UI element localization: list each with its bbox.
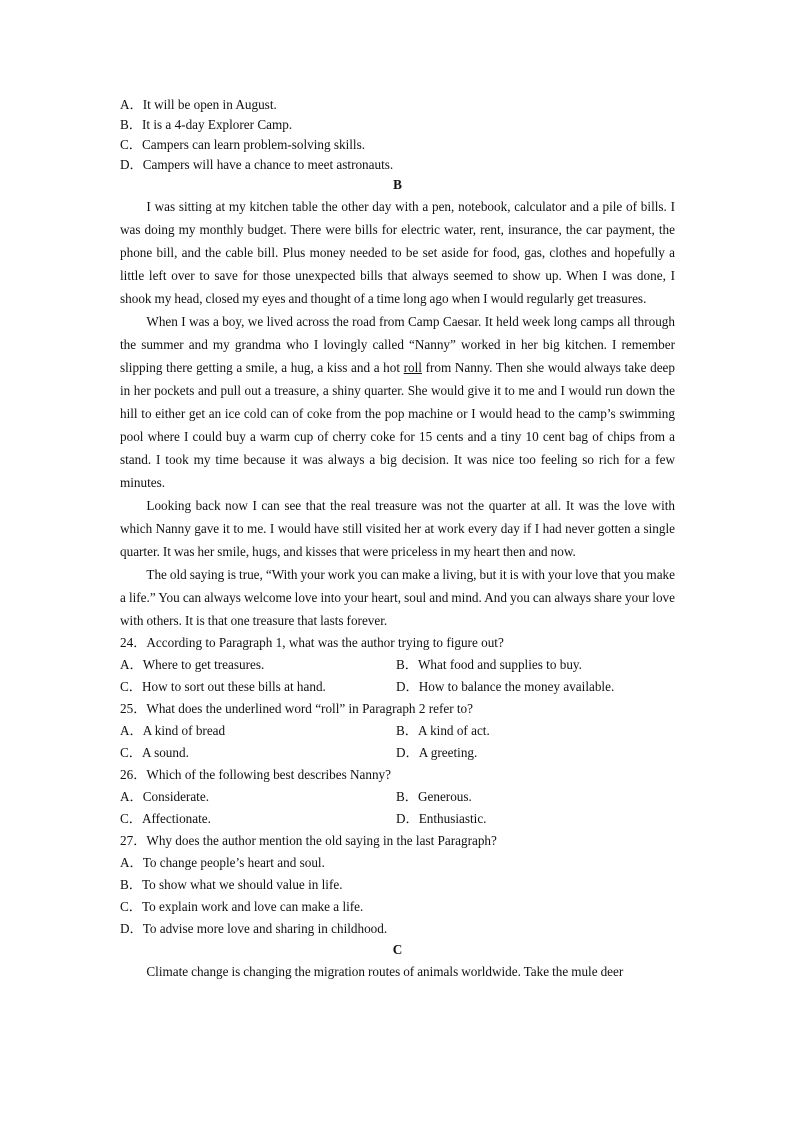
question-25 bbox=[120, 698, 675, 764]
option-b: B．It is a 4-day Explorer Camp. bbox=[120, 117, 293, 132]
section-b-heading: B bbox=[393, 177, 402, 192]
exam-page bbox=[120, 95, 675, 983]
passage-b bbox=[120, 195, 675, 632]
option-b: B．To show what we should value in life. bbox=[120, 877, 343, 892]
option-b: B．Generous. bbox=[396, 789, 472, 804]
option-c: C．Campers can learn problem-solving skills. bbox=[120, 137, 366, 152]
option-b: B．What food and supplies to buy. bbox=[396, 657, 582, 672]
option-row bbox=[120, 720, 675, 742]
section-c-heading: C bbox=[392, 942, 403, 957]
option-a: A．It will be open in August. bbox=[120, 97, 277, 112]
option-a: A．To change people’s heart and soul. bbox=[120, 855, 325, 870]
question-26 bbox=[120, 764, 675, 830]
option-row bbox=[120, 742, 675, 764]
option-a: A．A kind of bread bbox=[120, 723, 226, 738]
option-a: A．Where to get treasures. bbox=[120, 657, 265, 672]
underlined-word-roll: roll bbox=[403, 360, 422, 375]
option-b: B．A kind of act. bbox=[396, 723, 490, 738]
option-a: A．Considerate. bbox=[120, 789, 209, 804]
paragraph-2-text-after: from Nanny. Then she would always take deep in her pockets and pull out a treasure, a shiny quarter. She would give it to me and I would run down the hill to either get an ice cold can of coke from the pop machine or I would head to the camp’s swimming pool where I could buy a warm cup of cherry coke for 15 cents and a tiny 10 cent bag of chips from a stand. I took my time because it was always a big decision. It was nice too feeling so rich for a few minutes. bbox=[120, 360, 676, 490]
option-row bbox=[120, 654, 675, 676]
option-d: D．A greeting. bbox=[396, 745, 478, 760]
passage-b-paragraph-3: Looking back now I can see that the real treasure was not the quarter at all. It was the love with which Nanny gave it to me. I would have still visited her at work every day if I had never gotten a single quarter. It was her smile, hugs, and kisses that were priceless in my heart then and now. bbox=[120, 498, 675, 559]
option-d: D．To advise more love and sharing in childhood. bbox=[120, 921, 388, 936]
question-stem: 24．According to Paragraph 1, what was the author trying to figure out? bbox=[120, 635, 504, 650]
option-d: D．Campers will have a chance to meet astronauts. bbox=[120, 157, 394, 172]
question-stem: 26．Which of the following best describes Nanny? bbox=[120, 767, 392, 782]
passage-b-paragraph-1: I was sitting at my kitchen table the other day with a pen, notebook, calculator and a pile of bills. I was doing my monthly budget. There were bills for electric water, rent, insurance, the car payment, the phone bill, and the cable bill. Plus money needed to be set aside for food, gas, clothes and hopefully a little left over to save for those unexpected bills that always seemed to show up. When I was done, I shook my head, closed my eyes and thought of a time long ago when I would regularly get treasures. bbox=[120, 199, 675, 306]
passage-b-paragraph-2 bbox=[120, 310, 675, 494]
option-c: C．Affectionate. bbox=[120, 811, 211, 826]
paragraph-2-text-before: When I was a boy, we lived across the road from Camp Caesar. It held week long camps all through the summer and my grandma who I lovingly called “Nanny” worked in her big kitchen. I remember slipping there getting a smile, a hug, a kiss and a hot bbox=[120, 314, 675, 375]
passage-c-paragraph-1: Climate change is changing the migration routes of animals worldwide. Take the mule deer bbox=[146, 964, 624, 979]
option-row bbox=[120, 808, 675, 830]
option-c: C．A sound. bbox=[120, 745, 189, 760]
option-d: D．Enthusiastic. bbox=[396, 811, 487, 826]
passage-b-paragraph-4: The old saying is true, “With your work you can make a living, but it is with your love that you make a life.” You can always welcome love into your heart, soul and mind. And you can always share your love with others. It is that one treasure that lasts forever. bbox=[120, 567, 675, 628]
option-c: C．To explain work and love can make a life. bbox=[120, 899, 364, 914]
previous-question-options bbox=[120, 95, 675, 175]
option-row bbox=[120, 786, 675, 808]
option-row bbox=[120, 676, 675, 698]
question-24 bbox=[120, 632, 675, 698]
option-c: C．How to sort out these bills at hand. bbox=[120, 679, 326, 694]
option-d: D．How to balance the money available. bbox=[396, 679, 615, 694]
question-stem: 27．Why does the author mention the old saying in the last Paragraph? bbox=[120, 833, 497, 848]
question-stem: 25．What does the underlined word “roll” in Paragraph 2 refer to? bbox=[120, 701, 474, 716]
question-27 bbox=[120, 830, 675, 940]
